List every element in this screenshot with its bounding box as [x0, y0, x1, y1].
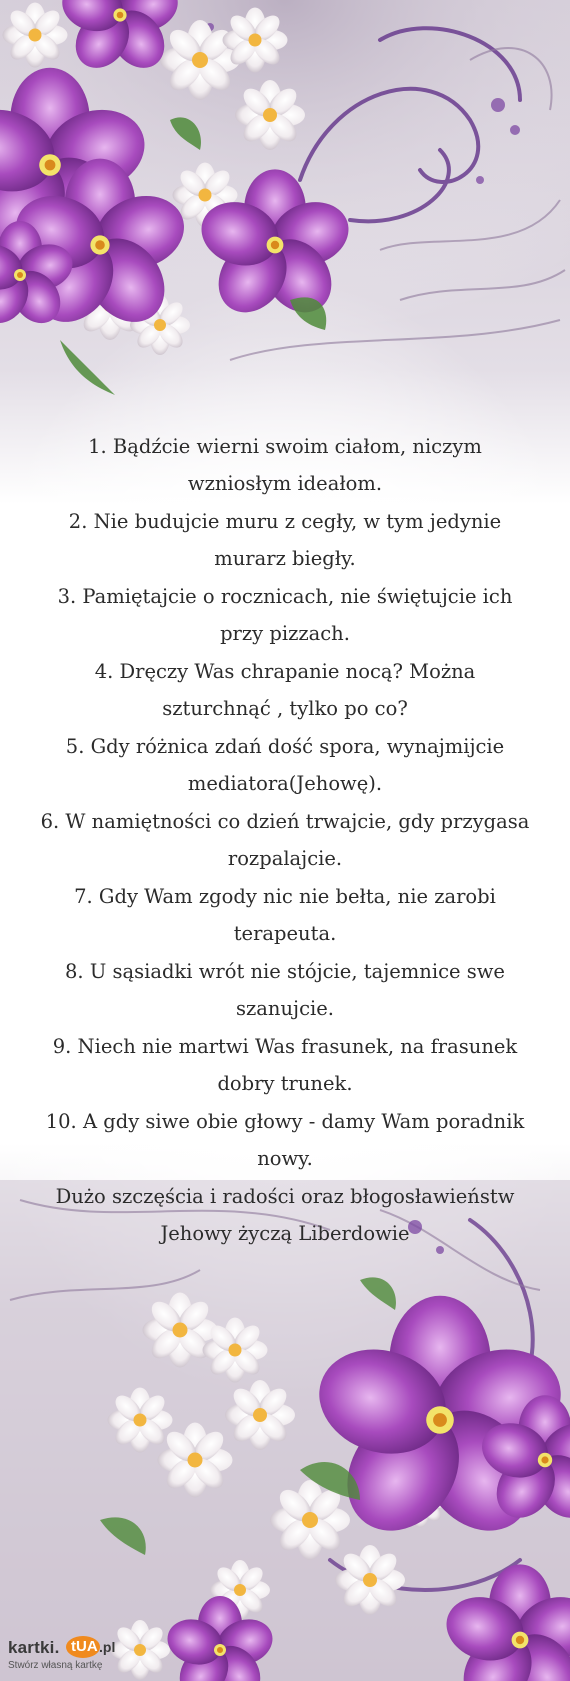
message-line-10: 10. A gdy siwe obie głowy - damy Wam poradnik nowy. [45, 1110, 525, 1170]
logo-badge-text: tUA [71, 1638, 98, 1655]
logo-domain: .pl [99, 1639, 116, 1655]
card-message [40, 428, 530, 1253]
logo-tagline: Stwórz własną kartkę [8, 1660, 103, 1671]
message-line-8: 8. U sąsiadki wrót nie stójcie, tajemnice swe szanujcie. [65, 960, 505, 1020]
message-line-1: 1. Bądźcie wierni swoim ciałom, niczym wzniosłym ideałom. [88, 435, 482, 495]
message-line-7: 7. Gdy Wam zgody nic nie bełta, nie zarobi terapeuta. [74, 885, 496, 945]
message-line-2: 2. Nie budujcie muru z cegły, w tym jedynie murarz biegły. [68, 510, 502, 570]
message-line-3: 3. Pamiętajcie o rocznicach, nie świętujcie ich przy pizzach. [57, 585, 513, 645]
message-line-5: 5. Gdy różnica zdań dość spora, wynajmijcie mediatora(Jehowę). [65, 735, 505, 795]
message-line-4: 4. Dręczy Was chrapanie nocą? Można szturchnąć , tylko po co? [94, 660, 476, 720]
message-line-6: 6. W namiętności co dzień trwajcie, gdy przygasa rozpalajcie. [40, 810, 530, 870]
logo-wordmark: kartki. [8, 1638, 60, 1657]
site-logo[interactable] [8, 1636, 126, 1676]
message-line-9: 9. Niech nie martwi Was frasunek, na frasunek dobry trunek. [52, 1035, 518, 1095]
message-closing: Dużo szczęścia i radości oraz błogosławieństw Jehowy życzą Liberdowie [55, 1185, 515, 1245]
